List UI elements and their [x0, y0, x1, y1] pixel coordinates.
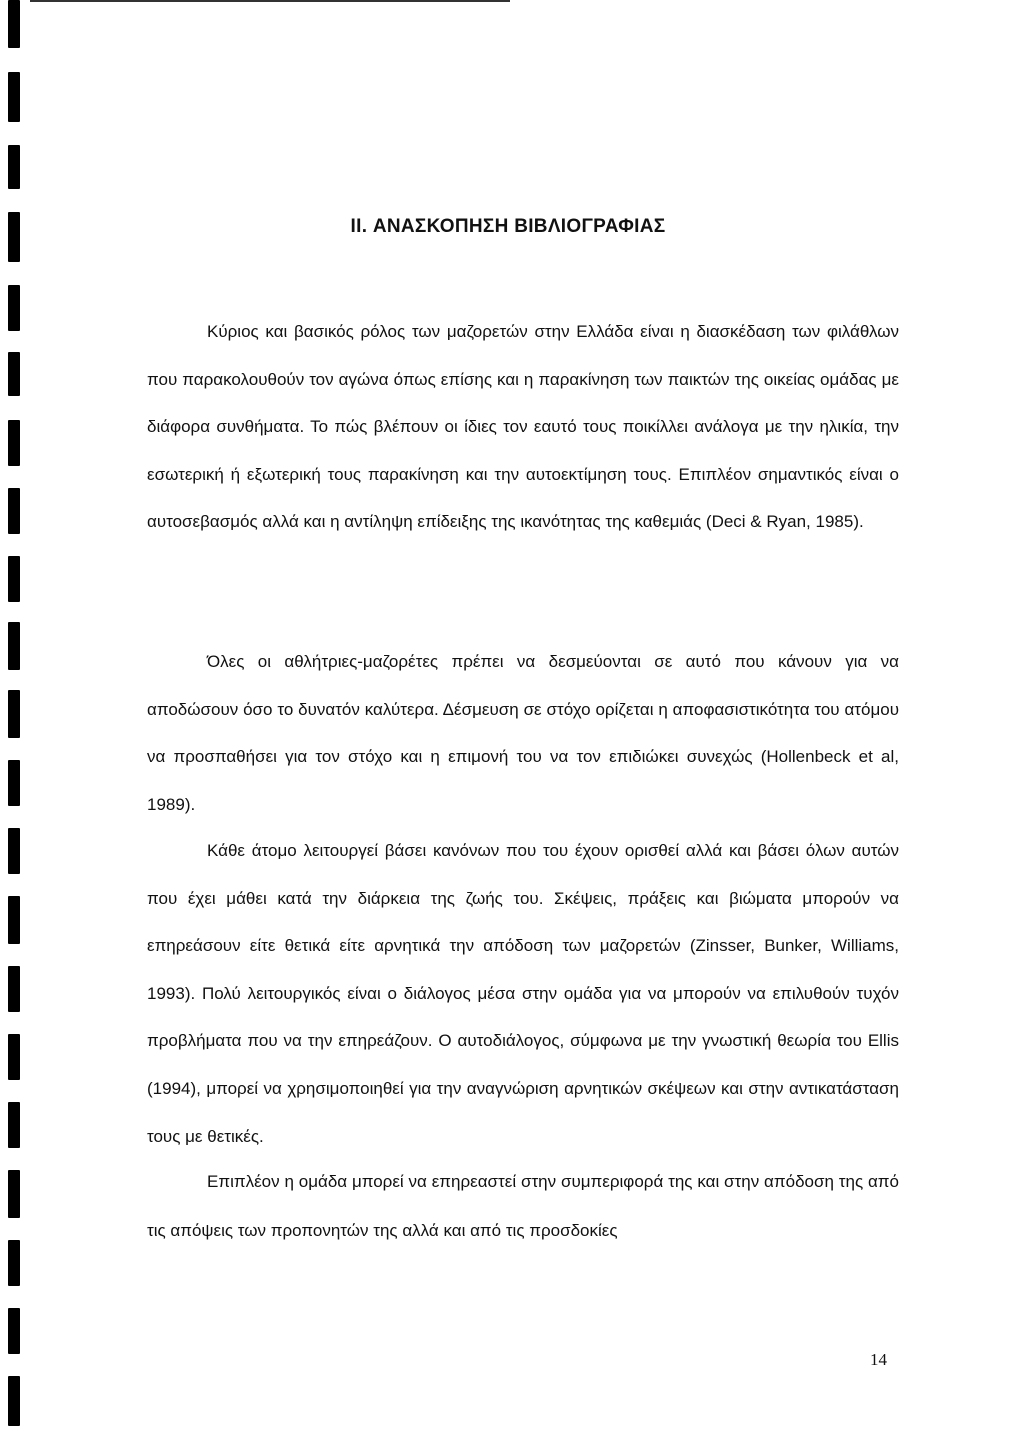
- section-heading: [0, 216, 1024, 238]
- paragraph-4: Επιπλέον η ομάδα μπορεί να επηρεαστεί στην συμπεριφορά της και στην απόδοση της από τις απόψεις των προπονητών της αλλά και από τις προσδοκίες: [147, 1172, 899, 1240]
- section-heading-text: II. ΑΝΑΣΚΟΠΗΣΗ ΒΙΒΛΙΟΓΡΑΦΙΑΣ: [350, 216, 666, 237]
- paragraph-3: Κάθε άτομο λειτουργεί βάσει κανόνων που του έχουν ορισθεί αλλά και βάσει όλων αυτών που έχει μάθει κατά την διάρκεια της ζωής του. Σκέψεις, πράξεις και βιώματα μπορούν να επηρεάσουν είτε θετικά είτε αρνητικά την απόδοση των μαζορετών (Zinsser, Bunker, Williams, 1993). Πολύ λειτουργικός είναι ο διάλογος μέσα στην ομάδα για να μπορούν να επιλυθούν τυχόν προβλήματα που να την επηρεάζουν. Ο αυτοδιάλογος, σύμφωνα με την γνωστική θεωρία του Ellis (1994), μπορεί να χρησιμοποιηθεί για την αναγνώριση αρνητικών σκέψεων και στην αντικατάσταση τους με θετικές.: [147, 841, 899, 1146]
- page-number: 14: [870, 1350, 887, 1369]
- paragraph-1: Κύριος και βασικός ρόλος των μαζορετών στην Ελλάδα είναι η διασκέδαση των φιλάθλων που παρακολουθούν τον αγώνα όπως επίσης και η παρακίνηση των παικτών της οικείας ομάδας με διάφορα συνθήματα. Το πώς βλέπουν οι ίδιες τον εαυτό τους ποικίλλει ανάλογα με την ηλικία, την εσωτερική ή εξωτερική τους παρακίνηση και την αυτοεκτίμηση τους. Επιπλέον σημαντικός είναι ο αυτοσεβασμός αλλά και η αντίληψη επίδειξης της ικανότητας της καθεμιάς (Deci & Ryan, 1985).: [147, 322, 899, 532]
- scan-edge-line: [30, 0, 510, 2]
- paragraph-2: Όλες οι αθλήτριες-μαζορέτες πρέπει να δεσμεύονται σε αυτό που κάνουν για να αποδώσουν όσο το δυνατόν καλύτερα. Δέσμευση σε στόχο ορίζεται η αποφασιστικότητα του ατόμου να προσπαθήσει για τον στόχο και η επιμονή του να τον επιδιώκει συνεχώς (Hollenbeck et al, 1989).: [147, 652, 899, 814]
